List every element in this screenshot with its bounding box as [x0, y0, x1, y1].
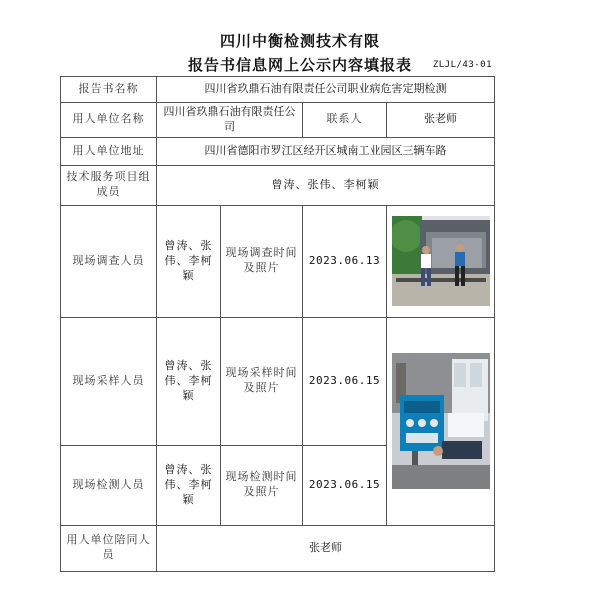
testing-label: 现场检测人员 [61, 445, 157, 525]
table-row [61, 137, 495, 165]
accompany-value: 张老师 [157, 525, 495, 571]
report-table [60, 76, 495, 572]
survey-photo [392, 216, 490, 306]
report-name-value: 四川省玖鼎石油有限责任公司职业病危害定期检测 [157, 77, 495, 103]
survey-people: 曾涛、张伟、李柯颖 [157, 205, 221, 317]
survey-label: 现场调查人员 [61, 205, 157, 317]
employer-value: 四川省玖鼎石油有限责任公司 [157, 103, 303, 138]
address-value: 四川省德阳市罗江区经开区城南工业园区三辆车路 [157, 137, 495, 165]
survey-photo-cell [387, 205, 495, 317]
survey-date: 2023.06.13 [303, 205, 387, 317]
sampling-time-label: 现场采样时间及照片 [221, 317, 303, 445]
testing-date: 2023.06.15 [303, 445, 387, 525]
testing-time-label: 现场检测时间及照片 [221, 445, 303, 525]
contact-label: 联系人 [303, 103, 387, 138]
table-row [61, 205, 495, 317]
table-row [61, 525, 495, 571]
table-row [61, 103, 495, 138]
contact-value: 张老师 [387, 103, 495, 138]
sampling-photo [392, 353, 490, 489]
employer-label: 用人单位名称 [61, 103, 157, 138]
sampling-people: 曾涛、张伟、李柯颖 [157, 317, 221, 445]
testing-people: 曾涛、张伟、李柯颖 [157, 445, 221, 525]
sampling-photo-cell [387, 317, 495, 525]
accompany-label: 用人单位陪同人员 [61, 525, 157, 571]
team-label: 技术服务项目组成员 [61, 165, 157, 205]
company-title: 四川中衡检测技术有限 [219, 32, 380, 50]
report-name-label: 报告书名称 [61, 77, 157, 103]
sampling-label: 现场采样人员 [61, 317, 157, 445]
sampling-date: 2023.06.15 [303, 317, 387, 445]
survey-time-label: 现场调查时间及照片 [221, 205, 303, 317]
table-row [61, 317, 495, 445]
table-row [61, 77, 495, 103]
form-title: 报告书信息网上公示内容填报表 [187, 56, 412, 74]
document-number: ZLJL/43-01 [432, 60, 492, 70]
table-row [61, 165, 495, 205]
address-label: 用人单位地址 [61, 137, 157, 165]
team-value: 曾涛、张伟、李柯颖 [157, 165, 495, 205]
